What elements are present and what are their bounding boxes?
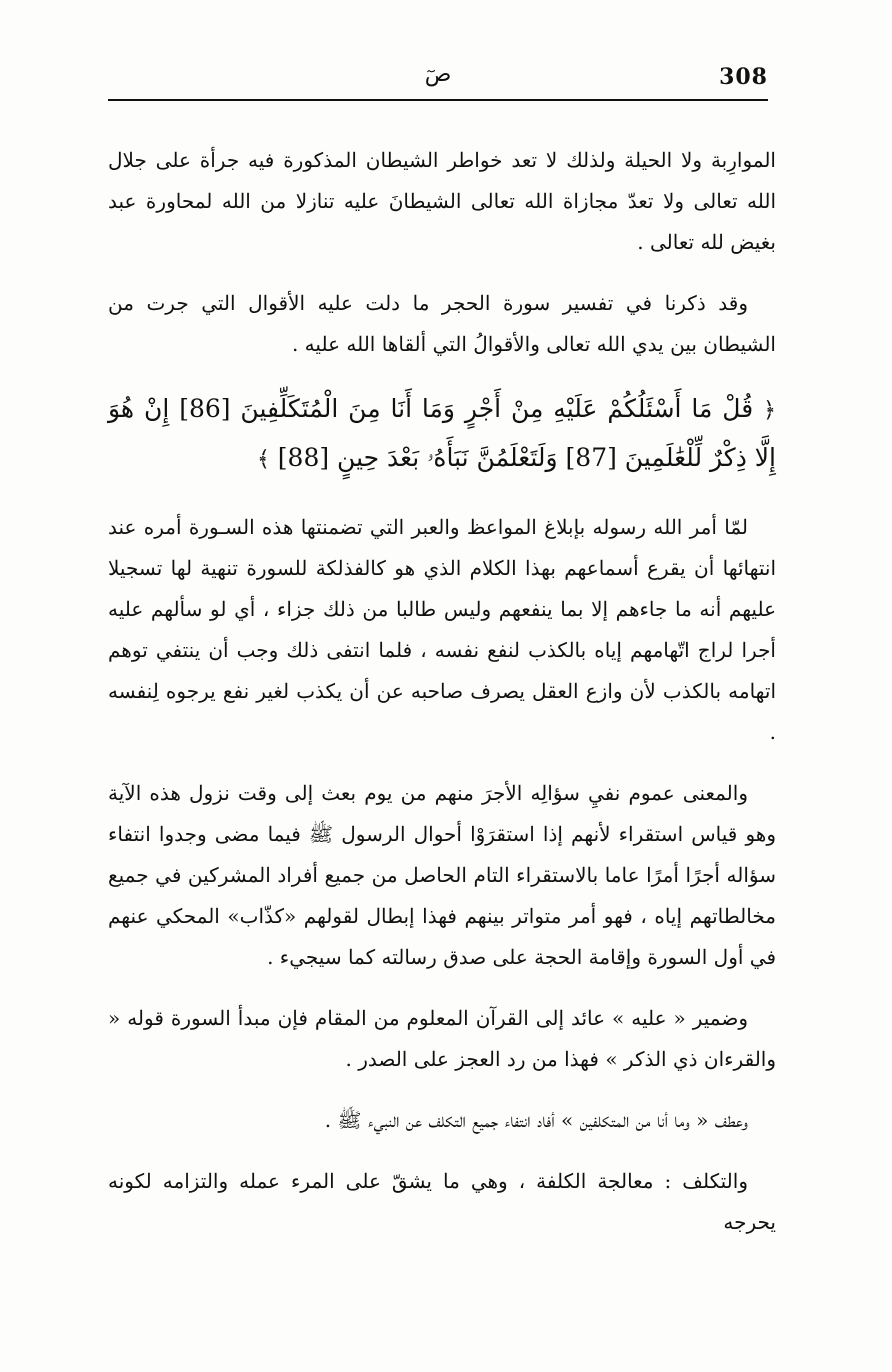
paragraph-7: والتكلف : معالجة الكلفة ، وهي ما يشقّ على المرء عمله والتزامه لكونه يحرجه: [108, 1169, 776, 1234]
paragraph-6: وعطف « وما أنا من المتكلفين » أفاد انتفاء جميع التكلف عن النبيء ﷺ .: [324, 1108, 748, 1132]
page-number: 308: [719, 64, 768, 90]
paragraph-2: وقد ذكرنا في تفسير سورة الحجر ما دلت عليه الأقوال التي جرت من الشيطان بين يدي الله تعالى والأقوالُ التي ألقاها الله عليه .: [108, 291, 776, 356]
paragraph-4: والمعنى عموم نفيِ سؤالِه الأجرَ منهم من يوم بعث إلى وقت نزول هذه الآية وهو قياس استقراء لأنهم إذا استقرَوْا أحوال الرسول ﷺ فيما مضى وجدوا انتفاء سؤاله أجرًا أمرًا عاما بالاستقراء التام الحاصل من جميع أفراد المشركين في جميع مخالطاتهم إياه ، فهو أمر متواتر بينهم فهذا إبطال لقولهم «كذّاب» المحكي عنهم في أول السورة وإقامة الحجة على صدق رسالته كما سيجيء .: [108, 781, 776, 969]
page-header: [108, 62, 768, 102]
header-rule: [108, 99, 768, 101]
verse-open-bracket: ﴿: [763, 398, 776, 423]
paragraph-3: لمّا أمر الله رسوله بإبلاغ المواعظ والعبر التي تضمنتها هذه السـورة أمره عند انتهائها أن يقرع أسماعهم بهذا الكلام الذي هو كالفذلكة للسورة تنهية لها تسجيلا عليهم أنه ما جاءهم إلا بما ينفعهم وليس طالبا من ذلك جزاء ، أي لو سألهم عليه أجرا لراج اتّهامهم إياه بالكذب لنفع نفسه ، فلما انتفى ذلك وجب أن ينتفي توهم اتهامه بالكذب لأن وازع العقل يصرف صاحبه عن أن يكذب لغير نفع يرجوه لِنفسه .: [108, 515, 776, 744]
quran-verse: [108, 385, 776, 483]
verse-close-bracket: ﴾: [256, 447, 270, 472]
running-head: صٓ: [424, 62, 452, 87]
paragraph-1: الموارِبة ولا الحيلة ولذلك لا تعد خواطر الشيطان المذكورة فيه جرأة على جلال الله تعالى ولا تعدّ مجازاة الله تعالى الشيطانَ عليه تنازلا من الله لمحاورة عبد بغيض لله تعالى .: [108, 148, 776, 254]
page-body: [108, 140, 776, 1263]
verse-text: قُلْ مَا أَسْئَلُكُمْ عَلَيْهِ مِنْ أَجْرٍ وَمَا أَنَا مِنَ الْمُتَكَلِّفِينَ [86] إِنْ هُوَ إِلَّا ذِكْرٌ لِّلْعَٰلَمِينَ [87] وَلَتَعْلَمُنَّ نَبَأَهُۥ بَعْدَ حِينٍ [88]: [108, 394, 776, 472]
paragraph-5: وضمير « عليه » عائد إلى القرآن المعلوم من المقام فإن مبدأ السورة قوله « والقرءان ذي الذكر » فهذا من رد العجز على الصدر .: [108, 1006, 776, 1071]
